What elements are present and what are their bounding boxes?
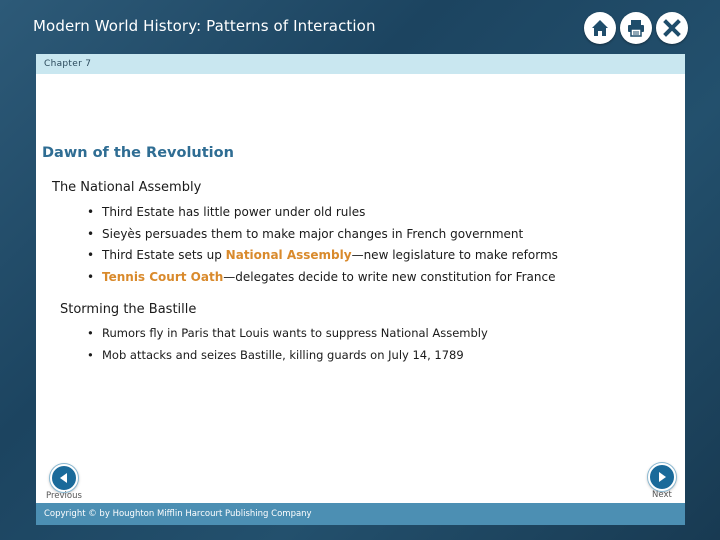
close-button[interactable] [656, 12, 688, 44]
next-label[interactable]: Next [652, 490, 672, 500]
section-heading-storming-bastille: Storming the Bastille [60, 302, 197, 317]
toolbar [584, 12, 688, 44]
previous-button[interactable] [50, 464, 78, 492]
chapter-bar [36, 54, 685, 74]
previous-label[interactable]: Previous [46, 491, 82, 501]
next-button[interactable] [648, 463, 676, 491]
bullet-item: • Tennis Court Oath—delegates decide to write new constitution for France [87, 267, 558, 289]
highlight-term: Tennis Court Oath [102, 269, 224, 284]
chapter-label: Chapter 7 [44, 59, 92, 69]
bullet-item: • Sieyès persuades them to make major changes in French government [87, 224, 558, 246]
arrow-right-icon [656, 471, 668, 483]
home-button[interactable] [584, 12, 616, 44]
highlight-term: National Assembly [225, 248, 352, 262]
slide-title: Dawn of the Revolution [42, 145, 234, 161]
bullet-item: • Rumors fly in Paris that Louis wants to suppress National Assembly [87, 322, 488, 344]
bullet-item: • Third Estate has little power under old rules [87, 202, 558, 224]
slide-content [36, 74, 685, 503]
footer-bar [36, 503, 685, 525]
copyright-text: Copyright © by Houghton Mifflin Harcourt Publishing Company [44, 509, 312, 519]
bullet-item: • Third Estate sets up National Assembly—new legislature to make reforms [87, 245, 558, 267]
bullet-list-national-assembly [87, 202, 558, 288]
app-title: Modern World History: Patterns of Interaction [33, 17, 376, 35]
bullet-item: • Mob attacks and seizes Bastille, killing guards on July 14, 1789 [87, 344, 488, 366]
close-icon [662, 18, 682, 38]
section-heading-national-assembly: The National Assembly [52, 180, 202, 195]
home-icon [590, 18, 610, 38]
bullet-list-storming-bastille [87, 322, 488, 366]
print-button[interactable] [620, 12, 652, 44]
arrow-left-icon [58, 472, 70, 484]
printer-icon [626, 18, 646, 38]
